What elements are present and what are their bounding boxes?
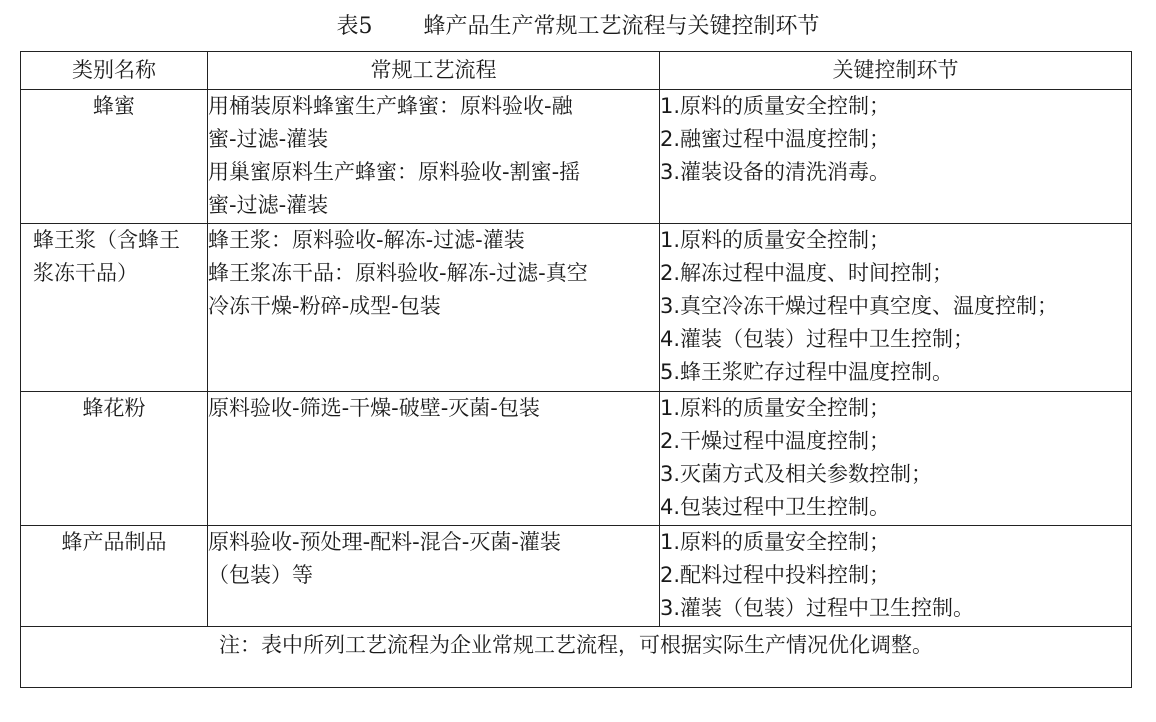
control-point: 1.原料的质量安全控制； [660, 228, 891, 252]
process-cell [208, 224, 660, 392]
control-cell [660, 392, 1132, 526]
process-line: 冷冻干燥-粉碎-成型-包装 [208, 294, 441, 318]
control-point: 4.包装过程中卫生控制。 [660, 495, 891, 519]
process-cell [208, 526, 660, 627]
process-control-table [20, 51, 1132, 688]
process-line: 原料验收-预处理-配料-混合-灭菌-灌装 [208, 530, 561, 554]
process-line: 蜂王浆：原料验收-解冻-过滤-灌装 [208, 228, 525, 252]
control-point: 5.蜂王浆贮存过程中温度控制。 [660, 360, 954, 384]
control-point: 3.灌装设备的清洗消毒。 [660, 160, 891, 184]
category-name: 蜂产品制品 [61, 530, 167, 554]
table-note-row [21, 627, 1132, 688]
control-point: 2.干燥过程中温度控制； [660, 429, 891, 453]
process-line: 蜜-过滤-灌装 [208, 193, 329, 217]
table-row [21, 392, 1132, 526]
control-point: 3.灌装（包装）过程中卫生控制。 [660, 596, 975, 620]
table-row [21, 90, 1132, 224]
table-note: 注：表中所列工艺流程为企业常规工艺流程，可根据实际生产情况优化调整。 [21, 627, 1132, 688]
control-point: 2.配料过程中投料控制； [660, 563, 891, 587]
control-point: 3.真空冷冻干燥过程中真空度、温度控制； [660, 294, 1059, 318]
control-point: 1.原料的质量安全控制； [660, 396, 891, 420]
process-line: 用桶装原料蜂蜜生产蜂蜜：原料验收-融 [208, 94, 573, 118]
control-cell [660, 224, 1132, 392]
control-point: 3.灭菌方式及相关参数控制； [660, 462, 933, 486]
category-name: 蜂花粉 [82, 396, 146, 420]
control-point: 2.融蜜过程中温度控制； [660, 127, 891, 151]
category-cell [21, 224, 208, 392]
process-cell [208, 392, 660, 526]
process-line: 蜜-过滤-灌装 [208, 127, 329, 151]
table-header-row [21, 52, 1132, 90]
process-line: 原料验收-筛选-干燥-破壁-灭菌-包装 [208, 396, 540, 420]
header-control: 关键控制环节 [660, 52, 1132, 90]
category-name-line: 浆冻干品） [33, 261, 138, 285]
control-cell [660, 90, 1132, 224]
control-point: 1.原料的质量安全控制； [660, 94, 891, 118]
control-point: 4.灌装（包装）过程中卫生控制； [660, 327, 975, 351]
process-line: 用巢蜜原料生产蜂蜜：原料验收-割蜜-摇 [208, 160, 581, 184]
category-name-line: 蜂王浆（含蜂王 [33, 228, 180, 252]
header-process: 常规工艺流程 [208, 52, 660, 90]
process-line: （包装）等 [208, 563, 313, 587]
control-point: 1.原料的质量安全控制； [660, 530, 891, 554]
category-cell [21, 392, 208, 526]
category-name: 蜂蜜 [93, 94, 135, 118]
table-row [21, 224, 1132, 392]
category-cell [21, 526, 208, 627]
control-cell [660, 526, 1132, 627]
control-point: 2.解冻过程中温度、时间控制； [660, 261, 954, 285]
table-caption: 表5 蜂产品生产常规工艺流程与关键控制环节 [336, 14, 820, 39]
category-cell [21, 90, 208, 224]
process-line: 蜂王浆冻干品：原料验收-解冻-过滤-真空 [208, 261, 588, 285]
process-cell [208, 90, 660, 224]
table-row [21, 526, 1132, 627]
header-category: 类别名称 [21, 52, 208, 90]
